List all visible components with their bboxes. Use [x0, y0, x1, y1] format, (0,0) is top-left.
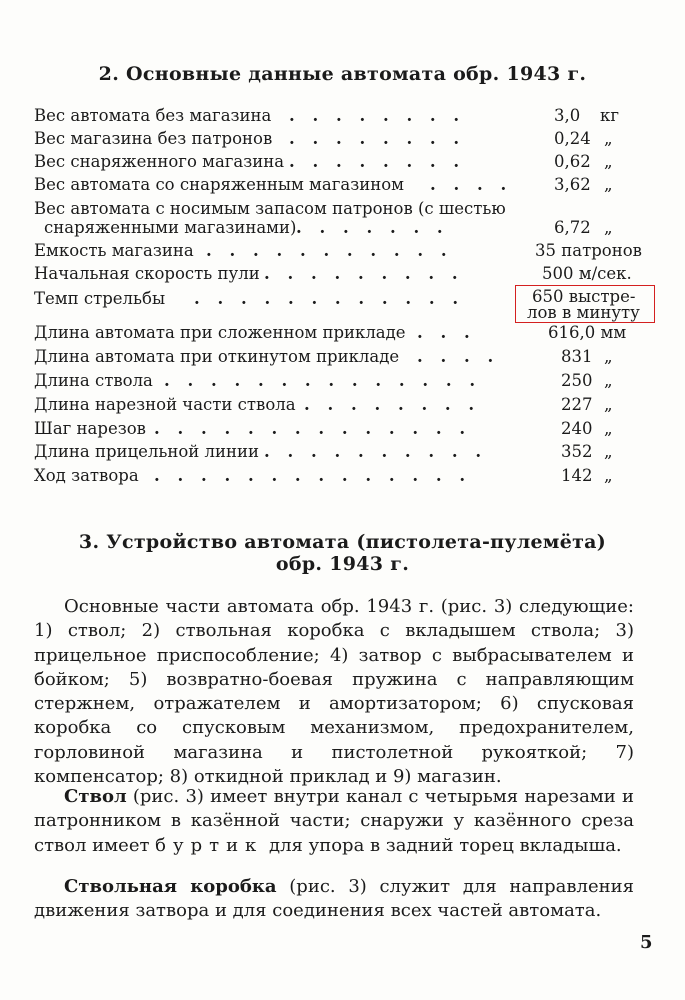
- section-3-title: 3. Устройство автомата (пистолета-пулемёта): [78, 531, 607, 553]
- leader-dots: . . . . . . .: [296, 218, 449, 237]
- paragraph-receiver: [34, 875, 634, 924]
- term-receiver: Ствольная коробка: [64, 876, 277, 897]
- term-barrel: Ствол: [64, 786, 127, 807]
- spec-unit: „: [604, 419, 613, 438]
- highlight-box: [515, 285, 655, 323]
- spec-unit: „: [604, 129, 613, 148]
- spec-label: Вес магазина без патронов: [34, 129, 273, 148]
- spec-unit: „: [604, 347, 613, 366]
- spec-label: Длина автомата при откинутом прикладе: [34, 347, 400, 366]
- page-number: 5: [640, 932, 653, 953]
- spec-value: 650 выстре-: [532, 287, 636, 306]
- spec-label: Темп стрельбы: [34, 289, 166, 308]
- section-3-subtitle: обр. 1943 г.: [275, 553, 410, 575]
- spec-unit: „: [604, 371, 613, 390]
- spec-value: 227: [561, 395, 593, 414]
- spec-label: Начальная скорость пули: [34, 264, 260, 283]
- spec-label: Емкость магазина: [34, 241, 194, 260]
- spec-label: Шаг нарезов: [34, 419, 146, 438]
- leader-dots: . . . .: [430, 175, 513, 194]
- spec-label: Длина автомата при сложенном прикладе: [34, 323, 406, 342]
- spec-value: 240: [561, 419, 593, 438]
- spec-label: Длина прицельной линии: [34, 442, 260, 461]
- leader-dots: . . . . . . . .: [289, 129, 466, 148]
- spec-unit: „: [604, 152, 613, 171]
- spec-value: 6,72: [554, 218, 591, 237]
- paragraph-text: (рис. 3) имеет внутри канал с четырьмя нарезами и патронником в казённой части; снаружи у казённого среза ствол имеет: [34, 786, 634, 856]
- paragraph-text: (рис. 3) служит для направления движения затвора и для соединения всех частей автомата.: [34, 876, 634, 922]
- spec-value: 142: [561, 466, 593, 485]
- spec-unit: „: [604, 395, 613, 414]
- spec-value: 616,0 мм: [548, 323, 627, 342]
- term-collar: буртик: [155, 834, 264, 856]
- leader-dots: . . . . . . . . . . . . . .: [154, 419, 472, 438]
- spec-label: Ход затвора: [34, 466, 139, 485]
- leader-dots: . . . . . . . .: [304, 395, 481, 414]
- leader-dots: . . . .: [417, 347, 500, 366]
- section-2-title: 2. Основные данные автомата обр. 1943 г.: [98, 63, 587, 85]
- paragraph-text: для упора в задний торец вкладыша.: [263, 834, 622, 856]
- spec-label: Вес автомата со снаряженным магазином: [34, 175, 404, 194]
- spec-label: Вес автомата без магазина: [34, 106, 272, 125]
- spec-value: 35 патронов: [535, 241, 642, 260]
- spec-unit: „: [604, 442, 613, 461]
- spec-value: 250: [561, 371, 593, 390]
- spec-value: лов в минуту: [527, 303, 640, 322]
- leader-dots: . . . . . . . . . . .: [206, 241, 453, 260]
- leader-dots: . . . . . . . . . . . . . .: [164, 371, 482, 390]
- spec-label: Вес снаряженного магазина: [34, 152, 285, 171]
- spec-value: 0,24: [554, 129, 591, 148]
- spec-value: 3,62: [554, 175, 591, 194]
- spec-value: 500 м/сек.: [542, 264, 632, 283]
- leader-dots: . . . . . . . .: [289, 106, 466, 125]
- spec-label: Длина ствола: [34, 371, 153, 390]
- spec-unit: „: [604, 218, 613, 237]
- leader-dots: . . . . . . . . . . . . . .: [154, 466, 472, 485]
- spec-value: 352: [561, 442, 593, 461]
- spec-label: снаряженными магазинами): [44, 218, 297, 237]
- spec-unit: кг: [600, 106, 619, 125]
- spec-value: 831: [561, 347, 593, 366]
- spec-label: Длина нарезной части ствола: [34, 395, 296, 414]
- spec-value: 3,0: [554, 106, 581, 125]
- leader-dots: . . . . . . . .: [289, 152, 466, 171]
- spec-unit: „: [604, 175, 613, 194]
- leader-dots: . . .: [417, 323, 476, 342]
- spec-value: 0,62: [554, 152, 591, 171]
- spec-unit: „: [604, 466, 613, 485]
- leader-dots: . . . . . . . . . . . .: [194, 289, 465, 308]
- paragraph-main-parts: Основные части автомата обр. 1943 г. (рис. 3) следующие: 1) ствол; 2) ствольная коробка с вкладышем ствола; 3) прицельное приспособление; 4) затвор с выбрасывателем и бойком; 5) возвратно-боевая пружина с направляющим стержнем, отражателем и амортизатором; 6) спусковая коробка со спусковым механизмом, предохранителем, горловиной магазина и пистолетной рукояткой; 7) компенсатор; 8) откидной приклад и 9) магазин.: [34, 596, 634, 788]
- leader-dots: . . . . . . . . .: [264, 264, 464, 283]
- spec-label: Вес автомата с носимым запасом патронов (с шестью: [34, 199, 506, 218]
- paragraph-barrel: [34, 785, 634, 858]
- leader-dots: . . . . . . . . . .: [264, 442, 488, 461]
